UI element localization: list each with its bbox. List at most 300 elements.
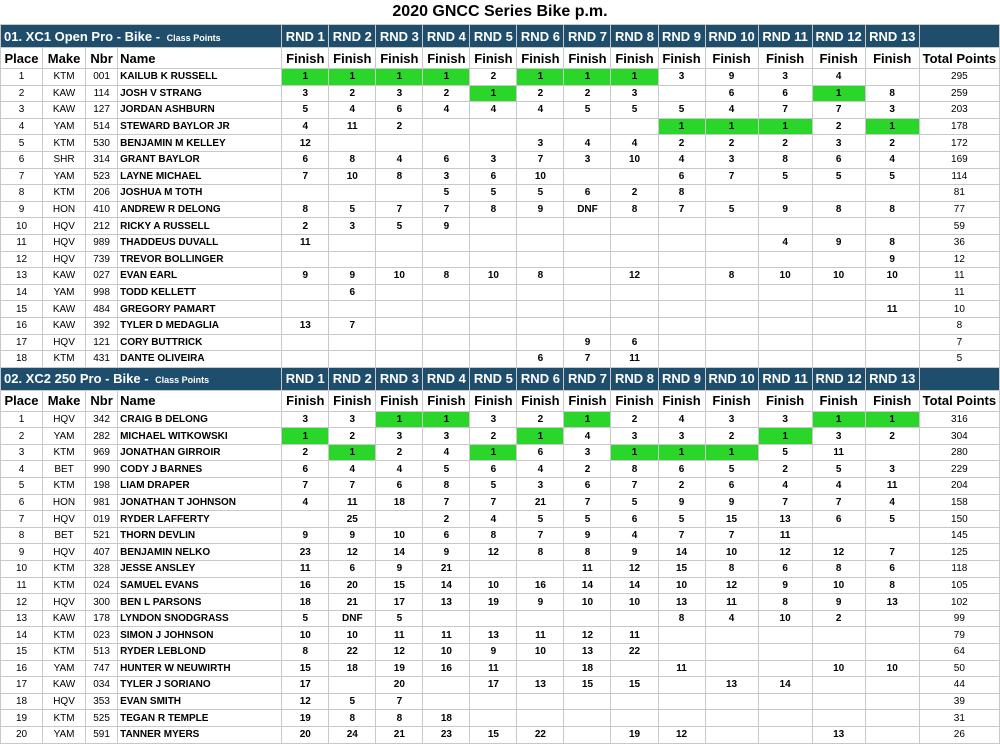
col-finish-5: Finish — [470, 390, 517, 411]
round-finish-cell: 4 — [423, 444, 470, 461]
round-finish-cell — [517, 334, 564, 351]
make-cell: KTM — [43, 135, 86, 152]
col-nbr: Nbr — [86, 48, 118, 69]
round-finish-cell: 6 — [812, 151, 865, 168]
round-finish-cell: 3 — [865, 461, 919, 478]
table-row — [1, 201, 1000, 218]
round-finish-cell: 9 — [705, 494, 758, 511]
number-cell: 127 — [86, 102, 118, 119]
round-finish-cell: 4 — [705, 610, 758, 627]
make-cell: KTM — [43, 644, 86, 661]
round-header-7: RND 7 — [564, 25, 611, 48]
table-row — [1, 85, 1000, 102]
class-title-text: 01. XC1 Open Pro - Bike — [4, 28, 153, 44]
round-finish-cell: 2 — [658, 478, 705, 495]
round-finish-cell: 8 — [517, 544, 564, 561]
round-finish-cell: 2 — [812, 610, 865, 627]
round-finish-cell — [758, 693, 812, 710]
round-finish-cell: 2 — [758, 135, 812, 152]
round-finish-cell: 7 — [812, 102, 865, 119]
table-row — [1, 494, 1000, 511]
round-finish-cell: 4 — [758, 234, 812, 251]
round-finish-cell: 18 — [329, 660, 376, 677]
round-finish-cell: 8 — [423, 478, 470, 495]
round-finish-cell — [705, 218, 758, 235]
round-finish-cell: 8 — [376, 710, 423, 727]
round-finish-cell — [470, 301, 517, 318]
round-finish-cell: 17 — [470, 677, 517, 694]
round-finish-cell: 5 — [564, 102, 611, 119]
col-finish-12: Finish — [812, 390, 865, 411]
rider-name-cell: THORN DEVLIN — [118, 527, 282, 544]
round-finish-cell: 9 — [564, 334, 611, 351]
rider-name-cell: DANTE OLIVEIRA — [118, 351, 282, 368]
make-cell: HQV — [43, 511, 86, 528]
round-finish-cell: 18 — [423, 710, 470, 727]
round-finish-cell — [865, 527, 919, 544]
rider-name-cell: RICKY A RUSSELL — [118, 218, 282, 235]
round-finish-cell — [470, 561, 517, 578]
round-finish-cell: 4 — [517, 461, 564, 478]
round-finish-cell: 3 — [611, 85, 658, 102]
round-finish-cell — [564, 234, 611, 251]
round-finish-cell: 7 — [423, 494, 470, 511]
round-finish-cell: 2 — [423, 511, 470, 528]
round-finish-cell — [865, 693, 919, 710]
make-cell: KAW — [43, 268, 86, 285]
round-finish-cell — [658, 284, 705, 301]
round-finish-cell: 10 — [376, 527, 423, 544]
round-finish-cell: 5 — [758, 168, 812, 185]
rider-name-cell: TYLER J SORIANO — [118, 677, 282, 694]
number-cell: 114 — [86, 85, 118, 102]
round-finish-cell — [470, 351, 517, 368]
total-points-cell: 77 — [919, 201, 999, 218]
round-finish-cell: 8 — [611, 201, 658, 218]
make-cell: HQV — [43, 251, 86, 268]
round-finish-cell: 8 — [329, 710, 376, 727]
round-finish-cell: 18 — [282, 594, 329, 611]
round-finish-cell — [658, 234, 705, 251]
round-finish-cell: 21 — [517, 494, 564, 511]
rider-name-cell: JONATHAN T JOHNSON — [118, 494, 282, 511]
round-header-6: RND 6 — [517, 367, 564, 390]
round-finish-cell: 11 — [517, 627, 564, 644]
place-cell: 19 — [1, 710, 43, 727]
round-finish-cell — [282, 284, 329, 301]
round-finish-cell: 4 — [758, 478, 812, 495]
round-finish-cell: 3 — [423, 168, 470, 185]
round-finish-cell — [470, 218, 517, 235]
round-header-11: RND 11 — [758, 367, 812, 390]
place-cell: 11 — [1, 234, 43, 251]
round-finish-win-cell: 1 — [611, 69, 658, 86]
round-finish-cell: 7 — [812, 494, 865, 511]
round-finish-cell — [812, 351, 865, 368]
total-points-cell: 11 — [919, 268, 999, 285]
table-row — [1, 677, 1000, 694]
round-finish-cell: 5 — [470, 478, 517, 495]
round-finish-cell — [705, 693, 758, 710]
col-finish-9: Finish — [658, 48, 705, 69]
round-finish-cell: 13 — [705, 677, 758, 694]
table-row — [1, 234, 1000, 251]
round-finish-cell — [865, 627, 919, 644]
number-cell: 353 — [86, 693, 118, 710]
round-finish-cell — [611, 284, 658, 301]
total-points-cell: 11 — [919, 284, 999, 301]
class-title: 01. XC1 Open Pro - Bike - Class Points — [1, 25, 282, 48]
round-finish-cell: 13 — [470, 627, 517, 644]
table-row — [1, 627, 1000, 644]
place-cell: 5 — [1, 478, 43, 495]
round-finish-win-cell: 1 — [865, 118, 919, 135]
round-finish-cell: 10 — [282, 627, 329, 644]
round-finish-cell: 8 — [865, 201, 919, 218]
class-title-text: 02. XC2 250 Pro - Bike — [4, 371, 141, 387]
round-finish-cell: 9 — [329, 268, 376, 285]
round-finish-cell: 11 — [812, 444, 865, 461]
round-finish-cell — [517, 693, 564, 710]
make-cell: HQV — [43, 594, 86, 611]
table-row — [1, 251, 1000, 268]
round-finish-cell: 9 — [329, 527, 376, 544]
round-finish-cell — [865, 284, 919, 301]
round-finish-cell: 10 — [812, 577, 865, 594]
round-finish-cell: 12 — [282, 135, 329, 152]
round-finish-cell: 5 — [517, 511, 564, 528]
round-finish-cell: 15 — [658, 561, 705, 578]
place-cell: 10 — [1, 218, 43, 235]
round-finish-win-cell: 1 — [758, 118, 812, 135]
round-finish-cell: 6 — [658, 461, 705, 478]
table-row — [1, 411, 1000, 428]
table-row — [1, 561, 1000, 578]
round-finish-cell: 23 — [282, 544, 329, 561]
round-header-13: RND 13 — [865, 367, 919, 390]
round-finish-cell — [758, 251, 812, 268]
round-finish-cell: 6 — [705, 478, 758, 495]
round-finish-cell — [812, 527, 865, 544]
round-finish-cell: 13 — [564, 644, 611, 661]
table-row — [1, 135, 1000, 152]
col-finish-8: Finish — [611, 390, 658, 411]
round-finish-cell: 2 — [329, 85, 376, 102]
total-points-cell: 59 — [919, 218, 999, 235]
round-finish-cell: 4 — [865, 494, 919, 511]
round-finish-cell — [658, 251, 705, 268]
place-cell: 10 — [1, 561, 43, 578]
class-header-spacer — [919, 25, 999, 48]
round-finish-cell — [865, 610, 919, 627]
number-cell: 392 — [86, 317, 118, 334]
round-finish-cell: 3 — [423, 428, 470, 445]
total-points-cell: 172 — [919, 135, 999, 152]
round-finish-cell: 3 — [376, 428, 423, 445]
round-finish-cell: 5 — [517, 185, 564, 202]
round-finish-cell — [376, 317, 423, 334]
round-finish-cell: 5 — [611, 494, 658, 511]
round-finish-cell: 6 — [611, 511, 658, 528]
round-header-9: RND 9 — [658, 367, 705, 390]
round-finish-cell — [517, 561, 564, 578]
make-cell: KAW — [43, 102, 86, 119]
round-finish-cell: 13 — [758, 511, 812, 528]
number-cell: 521 — [86, 527, 118, 544]
make-cell: HON — [43, 201, 86, 218]
round-finish-cell: 12 — [329, 544, 376, 561]
round-finish-cell — [470, 234, 517, 251]
round-finish-cell — [517, 251, 564, 268]
rider-name-cell: TEGAN R TEMPLE — [118, 710, 282, 727]
round-finish-cell: 2 — [865, 135, 919, 152]
col-finish-10: Finish — [705, 48, 758, 69]
number-cell: 514 — [86, 118, 118, 135]
round-finish-cell: 3 — [282, 411, 329, 428]
make-cell: BET — [43, 527, 86, 544]
make-cell: HQV — [43, 693, 86, 710]
round-finish-cell: 2 — [376, 118, 423, 135]
round-finish-cell — [517, 710, 564, 727]
round-finish-cell: 13 — [423, 594, 470, 611]
round-finish-cell — [812, 644, 865, 661]
round-finish-cell: 8 — [423, 268, 470, 285]
round-finish-cell — [758, 660, 812, 677]
number-cell: 410 — [86, 201, 118, 218]
round-finish-cell — [282, 185, 329, 202]
round-finish-cell: 7 — [282, 478, 329, 495]
round-finish-cell — [812, 185, 865, 202]
round-finish-cell: 13 — [658, 594, 705, 611]
table-row — [1, 710, 1000, 727]
round-finish-cell — [564, 268, 611, 285]
column-header-row — [1, 48, 1000, 69]
round-finish-cell: 20 — [376, 677, 423, 694]
table-row — [1, 284, 1000, 301]
round-finish-cell — [758, 644, 812, 661]
round-finish-cell — [470, 710, 517, 727]
round-finish-cell — [758, 284, 812, 301]
round-finish-cell — [865, 317, 919, 334]
round-finish-cell — [517, 218, 564, 235]
class-header-row — [1, 367, 1000, 390]
round-finish-cell: 5 — [658, 102, 705, 119]
round-finish-cell: 3 — [376, 85, 423, 102]
round-finish-cell: 10 — [564, 594, 611, 611]
place-cell: 15 — [1, 301, 43, 318]
round-finish-win-cell: 1 — [517, 69, 564, 86]
round-finish-cell: 6 — [423, 527, 470, 544]
total-points-cell: 8 — [919, 317, 999, 334]
rider-name-cell: JOSHUA M TOTH — [118, 185, 282, 202]
round-header-10: RND 10 — [705, 367, 758, 390]
round-finish-cell — [758, 185, 812, 202]
round-finish-win-cell: 1 — [812, 411, 865, 428]
make-cell: KTM — [43, 627, 86, 644]
round-finish-cell: 19 — [282, 710, 329, 727]
round-finish-cell: 3 — [758, 69, 812, 86]
place-cell: 17 — [1, 677, 43, 694]
round-finish-cell — [758, 710, 812, 727]
round-finish-cell: 22 — [517, 726, 564, 743]
round-finish-cell: 7 — [758, 494, 812, 511]
col-finish-12: Finish — [812, 48, 865, 69]
round-finish-cell: 15 — [470, 726, 517, 743]
round-finish-cell — [611, 610, 658, 627]
round-finish-cell: 7 — [658, 201, 705, 218]
round-finish-win-cell: 1 — [517, 428, 564, 445]
round-finish-cell: 3 — [517, 135, 564, 152]
round-finish-cell: 13 — [517, 677, 564, 694]
total-points-cell: 178 — [919, 118, 999, 135]
round-finish-cell — [282, 511, 329, 528]
table-row — [1, 693, 1000, 710]
number-cell: 023 — [86, 627, 118, 644]
round-finish-cell — [658, 677, 705, 694]
number-cell: 747 — [86, 660, 118, 677]
round-finish-cell: 2 — [282, 218, 329, 235]
round-finish-cell: 12 — [470, 544, 517, 561]
round-finish-cell: 22 — [329, 644, 376, 661]
round-finish-win-cell: 1 — [611, 444, 658, 461]
round-finish-cell: 4 — [812, 478, 865, 495]
round-finish-cell: 6 — [564, 185, 611, 202]
total-points-cell: 203 — [919, 102, 999, 119]
col-finish-11: Finish — [758, 48, 812, 69]
round-finish-cell — [611, 301, 658, 318]
place-cell: 16 — [1, 660, 43, 677]
round-finish-cell: 12 — [611, 268, 658, 285]
place-cell: 8 — [1, 185, 43, 202]
round-finish-win-cell: 1 — [658, 444, 705, 461]
rider-name-cell: LAYNE MICHAEL — [118, 168, 282, 185]
round-finish-cell: 10 — [376, 268, 423, 285]
round-finish-cell: 4 — [658, 411, 705, 428]
round-finish-cell: 3 — [470, 151, 517, 168]
round-header-8: RND 8 — [611, 367, 658, 390]
round-finish-cell: 9 — [812, 594, 865, 611]
round-finish-cell: 4 — [517, 102, 564, 119]
total-points-cell: 81 — [919, 185, 999, 202]
round-finish-cell — [423, 317, 470, 334]
round-finish-cell — [517, 234, 564, 251]
place-cell: 3 — [1, 444, 43, 461]
round-finish-cell: 4 — [865, 151, 919, 168]
round-finish-cell: 2 — [812, 118, 865, 135]
rider-name-cell: JESSE ANSLEY — [118, 561, 282, 578]
round-finish-win-cell: 1 — [812, 85, 865, 102]
round-finish-cell: 5 — [865, 511, 919, 528]
table-row — [1, 151, 1000, 168]
col-total: Total Points — [919, 390, 999, 411]
round-finish-cell: 14 — [564, 577, 611, 594]
round-finish-cell — [470, 135, 517, 152]
place-cell: 8 — [1, 527, 43, 544]
round-finish-cell — [758, 351, 812, 368]
place-cell: 2 — [1, 428, 43, 445]
round-finish-cell: 9 — [758, 201, 812, 218]
round-finish-cell — [865, 185, 919, 202]
round-finish-cell: 11 — [329, 494, 376, 511]
place-cell: 6 — [1, 151, 43, 168]
round-finish-cell — [376, 234, 423, 251]
number-cell: 212 — [86, 218, 118, 235]
place-cell: 17 — [1, 334, 43, 351]
round-finish-cell: 9 — [517, 201, 564, 218]
round-finish-cell: 11 — [865, 478, 919, 495]
round-finish-cell — [865, 351, 919, 368]
column-header-row — [1, 390, 1000, 411]
make-cell: YAM — [43, 284, 86, 301]
col-make: Make — [43, 390, 86, 411]
table-row — [1, 577, 1000, 594]
round-finish-cell: 5 — [329, 693, 376, 710]
make-cell: KTM — [43, 710, 86, 727]
round-finish-cell — [812, 677, 865, 694]
total-points-cell: 259 — [919, 85, 999, 102]
round-finish-cell — [329, 677, 376, 694]
round-finish-cell — [376, 135, 423, 152]
col-finish-10: Finish — [705, 390, 758, 411]
rider-name-cell: RYDER LEBLOND — [118, 644, 282, 661]
round-finish-cell — [658, 627, 705, 644]
make-cell: KAW — [43, 317, 86, 334]
round-finish-cell: 12 — [376, 644, 423, 661]
round-finish-cell: 2 — [329, 428, 376, 445]
round-finish-cell: 21 — [423, 561, 470, 578]
make-cell: HQV — [43, 218, 86, 235]
round-finish-cell: 10 — [329, 627, 376, 644]
round-finish-cell: 8 — [517, 268, 564, 285]
round-finish-cell: 8 — [865, 234, 919, 251]
rider-name-cell: THADDEUS DUVALL — [118, 234, 282, 251]
place-cell: 11 — [1, 577, 43, 594]
col-place: Place — [1, 48, 43, 69]
round-finish-cell: 9 — [470, 644, 517, 661]
round-finish-cell: 7 — [758, 102, 812, 119]
round-finish-cell: 9 — [423, 218, 470, 235]
round-finish-cell — [470, 317, 517, 334]
place-cell: 3 — [1, 102, 43, 119]
number-cell: 027 — [86, 268, 118, 285]
round-finish-cell — [329, 301, 376, 318]
total-points-cell: 50 — [919, 660, 999, 677]
round-finish-cell: 7 — [705, 527, 758, 544]
round-finish-cell: 6 — [329, 284, 376, 301]
round-finish-cell — [376, 334, 423, 351]
round-finish-cell — [758, 726, 812, 743]
round-finish-cell: 10 — [812, 268, 865, 285]
round-finish-cell: 3 — [865, 102, 919, 119]
round-finish-win-cell: 1 — [658, 118, 705, 135]
round-finish-cell: 11 — [376, 627, 423, 644]
total-points-cell: 105 — [919, 577, 999, 594]
round-finish-cell: 7 — [658, 527, 705, 544]
round-finish-cell: 22 — [611, 644, 658, 661]
round-finish-cell — [376, 284, 423, 301]
make-cell: HQV — [43, 234, 86, 251]
round-header-12: RND 12 — [812, 367, 865, 390]
round-finish-cell — [564, 251, 611, 268]
round-finish-cell — [517, 118, 564, 135]
round-finish-cell: 5 — [705, 201, 758, 218]
number-cell: 513 — [86, 644, 118, 661]
round-finish-cell — [705, 301, 758, 318]
place-cell: 16 — [1, 317, 43, 334]
col-finish-5: Finish — [470, 48, 517, 69]
round-finish-win-cell: 1 — [564, 69, 611, 86]
rider-name-cell: GRANT BAYLOR — [118, 151, 282, 168]
